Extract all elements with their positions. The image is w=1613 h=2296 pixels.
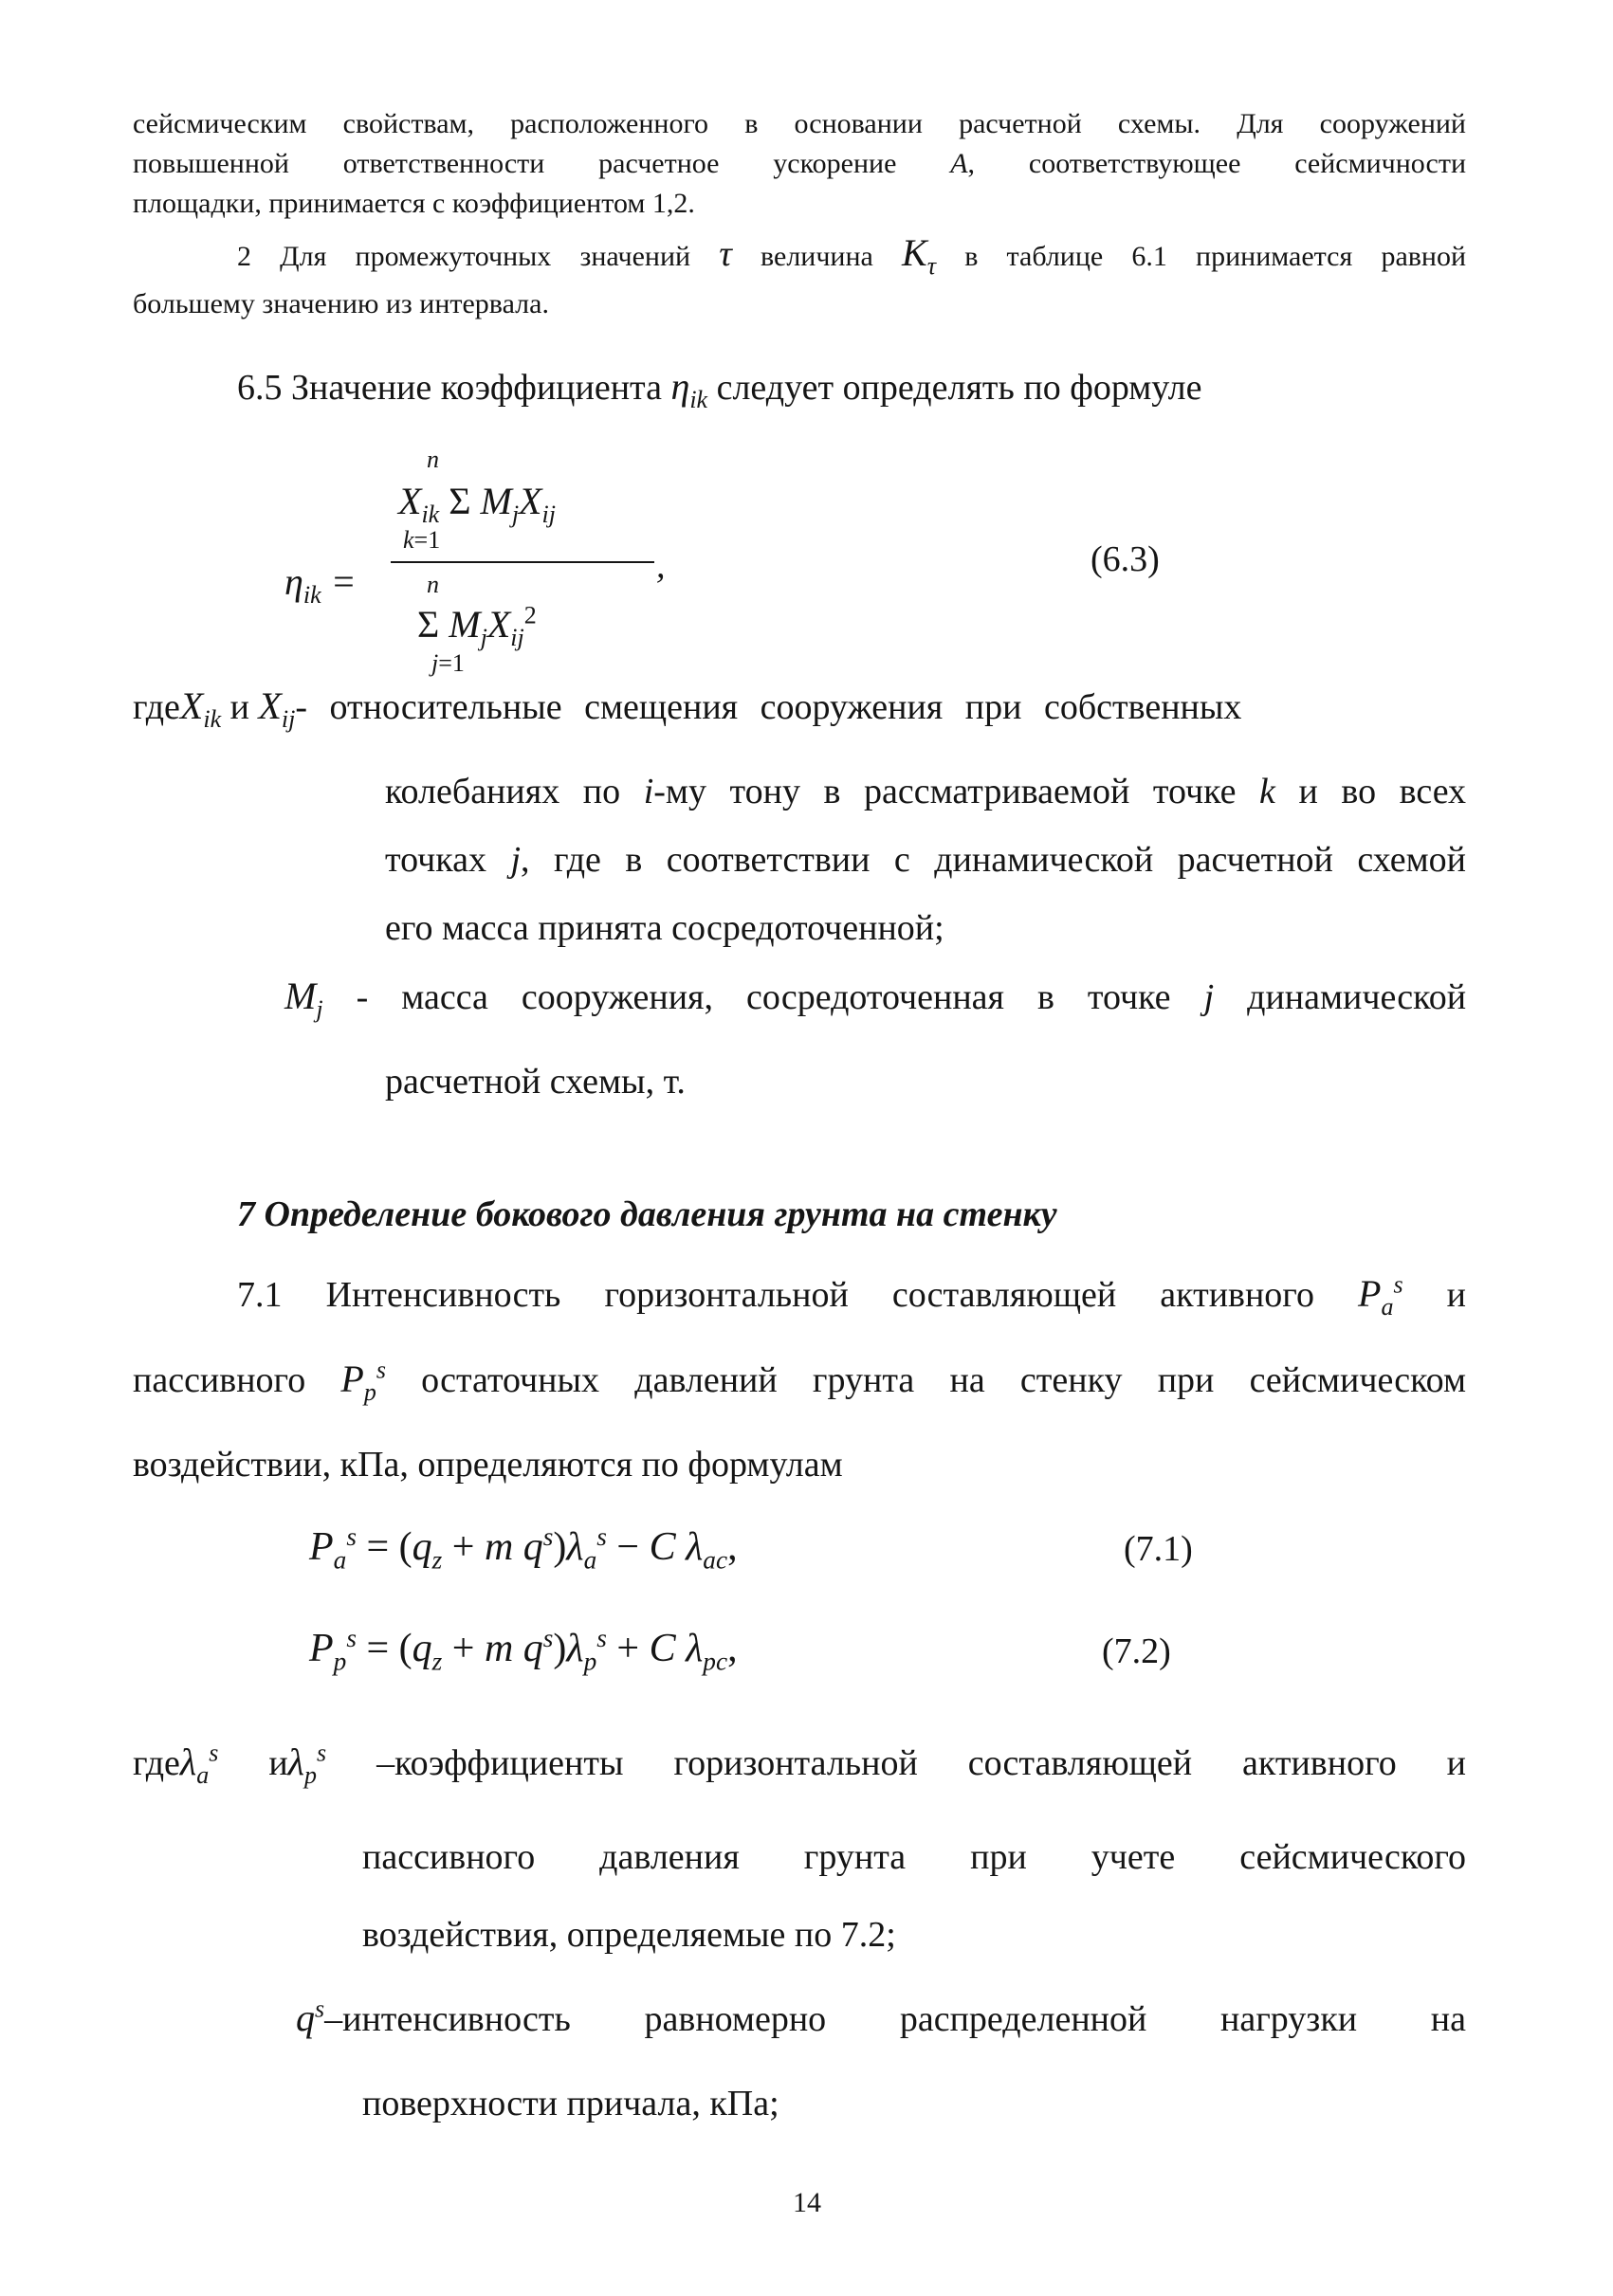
def-lambda-line1: гдеλ$_a^s$ $и\lambda_p^s$ –коэффициенты горизонтальной составляющей активного и — [133, 1739, 1467, 1789]
def-x-line2: колебаниях по i-му тону в рассматриваемой точке k и во всех — [385, 772, 1467, 811]
note1-line2: повышенной ответственности расчетное ускорение A, соответствующее сейсмичности — [133, 148, 1466, 179]
def-lambda-line3: воздействия, определяемые по 7.2; — [362, 1915, 896, 1955]
document-page: сейсмическим свойствам, расположенного в основании расчетной схемы. Для сооружений повышенной ответственности расчетное ускорение A, соответствующее сейсмичности площадки, принимается с коэффициентом 1,2. 2 Для промежуточных значений τ величина $K_\tau$ в таблице 6.1 принимается равной большему значению из интервала. 6.5 Значение коэффициента $\eta_{ik}$ следует определять по формуле $\eta_{ik}$ = n $X_{ik}$ Σ $M_jX_{ij}$ k=1 , n Σ $M_jX_{ij}^2$ j=1 (6.3) гдеX$_{ik}$ и $X_{ij}-$ относительные смещения сооружения при собственных колебаниях по i-му тону в рассматриваемой точке k и во всех точках j, где в соответствии с динамической расчетной схемой его масса принята сосредоточенной; $M_j$ - масса сооружения, сосредоточенная в точке j динамической расчетной схемы, т. 7 Определение бокового давления грунта на стенку 7.1 Интенсивность горизонтальной составляющей активного $P_a^s$ и пассивного $P_p^s$ остаточных давлений грунта на стенку при сейсмическом воздействии, кПа, определяются по формулам $P_a^s = (q_z + m$ $q^s)\lambda_a^s - C$ $\lambda_{ac}$, (7.1) $P_p^s = (q_z + m$ $q^s)\lambda_p^s + C$ $\lambda_{pc}$, (7.2) гдеλ$_a^s$ $и\lambda_p^s$ –коэффициенты горизонтальной составляющей активного и пассивного давления грунта при учете сейсмического воздействия, определяемые по 7.2; $q^s$–интенсивность равномерно распределенной нагрузки на поверхности причала, кПа; 14 — [0, 0, 1613, 2296]
note1-line1: сейсмическим свойствам, расположенного в основании расчетной схемы. Для сооружений — [133, 108, 1466, 139]
p71-line1: 7.1 Интенсивность горизонтальной составляющей активного $P_a^s$ и — [237, 1270, 1467, 1321]
def-x-line4: его масса принята сосредоточенной; — [385, 908, 944, 948]
def-q-line2: поверхности причала, кПа; — [362, 2084, 779, 2123]
def-x-line3: точках j, где в соответствии с динамической расчетной схемой — [385, 840, 1466, 880]
eq-number-7-2: (7.2) — [1102, 1631, 1171, 1671]
page-number: 14 — [793, 2187, 821, 2218]
note2-line1: 2 Для промежуточных значений τ величина $K_\tau$ в таблице 6.1 принимается равной — [237, 231, 1467, 280]
section65-intro: 6.5 Значение коэффициента $\eta_{ik}$ следует определять по формуле — [237, 365, 1202, 413]
p71-line3: воздействии, кПа, определяются по формулам — [133, 1445, 843, 1485]
def-x-line1: гдеX$_{ik}$ и $X_{ij}-$ относительные смещения сооружения при собственных — [133, 684, 1242, 733]
eq-number-7-1: (7.1) — [1124, 1529, 1193, 1569]
section7-heading: 7 Определение бокового давления грунта на стенку — [237, 1194, 1057, 1234]
formula-7-2: $P_p^s = (q_z + m$ $q^s)\lambda_p^s + C$ $\lambda_{pc}$, — [309, 1624, 738, 1676]
p71-line2: пассивного $P_p^s$ остаточных давлений грунта на стенку при сейсмическом — [133, 1356, 1466, 1406]
eq-number-6-3: (6.3) — [1091, 539, 1160, 579]
def-m-line1: $M_j$ - масса сооружения, сосредоточенная в точке j динамической — [284, 975, 1467, 1023]
note1-line3: площадки, принимается с коэффициентом 1,2. — [133, 188, 695, 219]
note2-line2: большему значению из интервала. — [133, 288, 549, 319]
def-lambda-line2: пассивного давления грунта при учете сейсмического — [362, 1837, 1466, 1877]
formula-7-1: $P_a^s = (q_z + m$ $q^s)\lambda_a^s - C$ $\lambda_{ac}$, — [309, 1522, 738, 1575]
def-m-line2: расчетной схемы, т. — [385, 1062, 686, 1102]
def-q-line1: $q^s$–интенсивность равномерно распределенной нагрузки на — [296, 1995, 1466, 2039]
